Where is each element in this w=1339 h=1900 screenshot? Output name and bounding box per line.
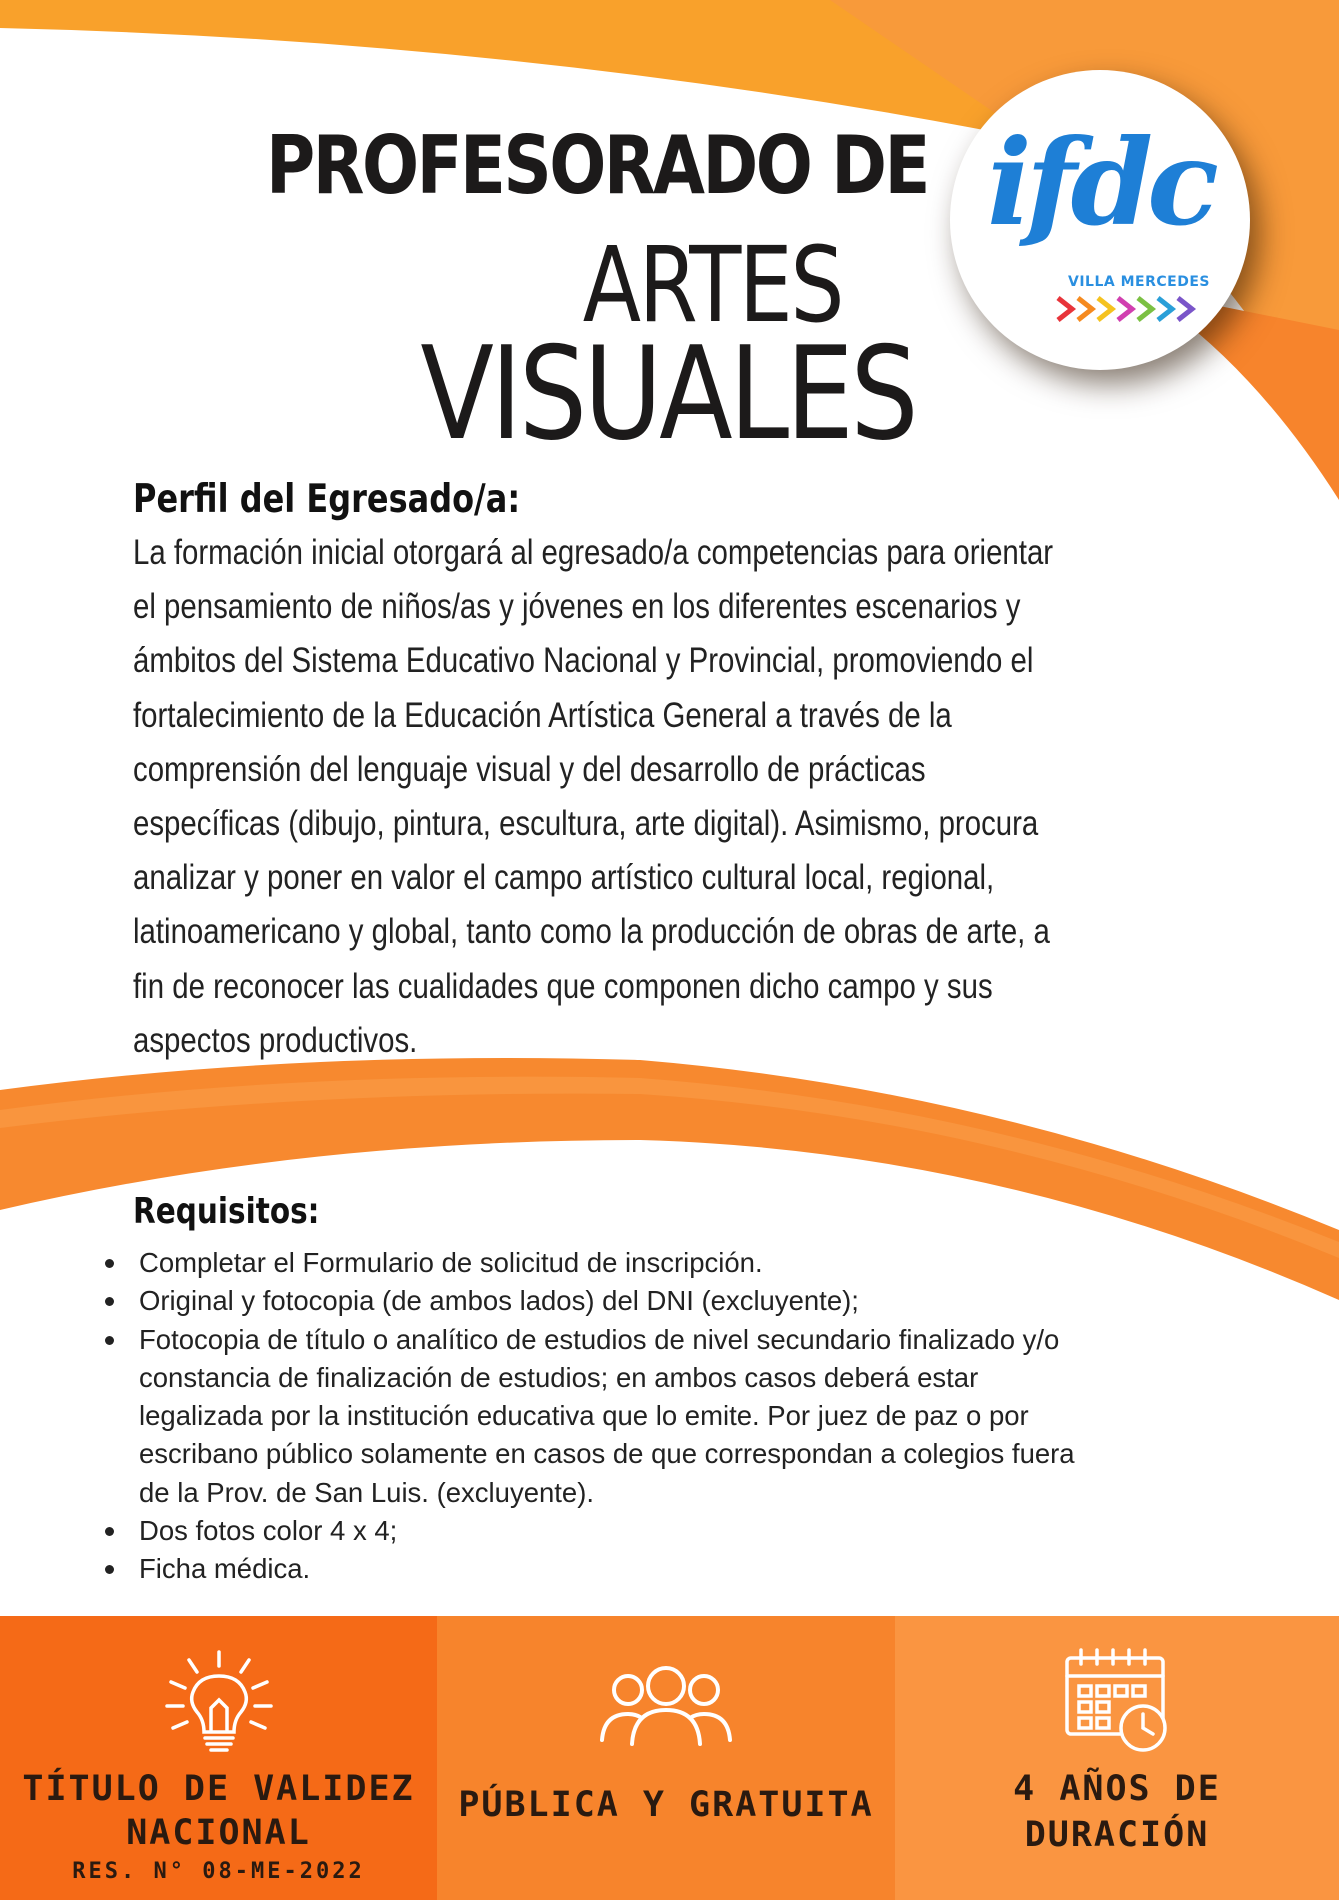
perfil-title: Perfil del Egresado/a: — [133, 477, 521, 522]
requisitos-list — [95, 1244, 1195, 1589]
footer-duracion-line1: 4 AÑOS DE — [1013, 1769, 1221, 1809]
footer-panel-titulo — [0, 1616, 437, 1900]
list-item-text: Ficha médica. — [139, 1553, 311, 1585]
calendar-clock-icon — [1057, 1646, 1177, 1756]
lightbulb-icon — [159, 1646, 279, 1756]
chevron-arrows-icon — [1054, 292, 1214, 326]
footer-titulo-line1: TÍTULO DE VALIDEZ — [22, 1769, 415, 1809]
list-item-text: de la Prov. de San Luis. (excluyente). — [139, 1476, 595, 1508]
footer-titulo-resolution: RES. N° 08-ME-2022 — [72, 1859, 365, 1884]
list-item-text: Dos fotos color 4 x 4; — [139, 1515, 398, 1547]
perfil-line: comprensión del lenguaje visual y del desarrollo de prácticas — [133, 749, 926, 789]
perfil-line: el pensamiento de niños/as y jóvenes en los diferentes escenarios y — [133, 587, 1021, 627]
list-item — [95, 1282, 1195, 1320]
perfil-line: aspectos productivos. — [133, 1020, 418, 1060]
title-line-1: PROFESORADO DE — [266, 119, 928, 212]
list-item — [95, 1512, 1195, 1550]
list-item — [95, 1244, 1195, 1282]
perfil-line: fortalecimiento de la Educación Artística General a través de la — [133, 695, 952, 735]
list-item — [95, 1321, 1195, 1512]
perfil-line: La formación inicial otorgará al egresado/a competencias para orientar — [133, 533, 1054, 572]
perfil-line: analizar y poner en valor el campo artístico cultural local, regional, — [133, 858, 995, 898]
perfil-line: fin de reconocer las cualidades que componen dicho campo y sus — [133, 966, 993, 1006]
list-item-text: escribano público solamente en casos de que correspondan a colegios fuera — [139, 1438, 1075, 1470]
perfil-line: específicas (dibujo, pintura, escultura, arte digital). Asimismo, procura — [133, 804, 1039, 844]
ifdc-logo — [950, 70, 1250, 370]
perfil-line: ámbitos del Sistema Educativo Nacional y Provincial, promoviendo el — [133, 641, 1034, 681]
list-item-text: Fotocopia de título o analítico de estudios de nivel secundario finalizado y/o — [139, 1323, 1060, 1355]
list-item-text: constancia de finalización de estudios; en ambos casos deberá estar — [139, 1361, 979, 1393]
requisitos-title: Requisitos: — [133, 1191, 320, 1232]
list-item — [95, 1550, 1195, 1588]
perfil-body — [133, 526, 1175, 1068]
title-line-3: VISUALES — [420, 320, 916, 469]
list-item-text: legalizada por la institución educativa que lo emite. Por juez de paz o por — [139, 1400, 1029, 1432]
people-group-icon — [596, 1652, 736, 1752]
perfil-line: latinoamericano y global, tanto como la producción de obras de arte, a — [133, 912, 1050, 952]
footer-titulo-line2: NACIONAL — [126, 1813, 311, 1853]
logo-text: ifdc — [987, 113, 1213, 252]
list-item-text: Original y fotocopia (de ambos lados) del DNI (excluyente); — [139, 1285, 859, 1317]
title-line-2: ARTES — [582, 224, 842, 346]
footer-duracion-line2: DURACIÓN — [1024, 1815, 1210, 1855]
list-item-text: Completar el Formulario de solicitud de inscripción. — [139, 1247, 763, 1278]
footer-publica-label: PÚBLICA Y GRATUITA — [458, 1785, 874, 1825]
footer-panel-duracion — [895, 1616, 1339, 1900]
logo-subtitle: VILLA MERCEDES — [1068, 274, 1210, 290]
footer-panel-publica — [437, 1616, 895, 1900]
